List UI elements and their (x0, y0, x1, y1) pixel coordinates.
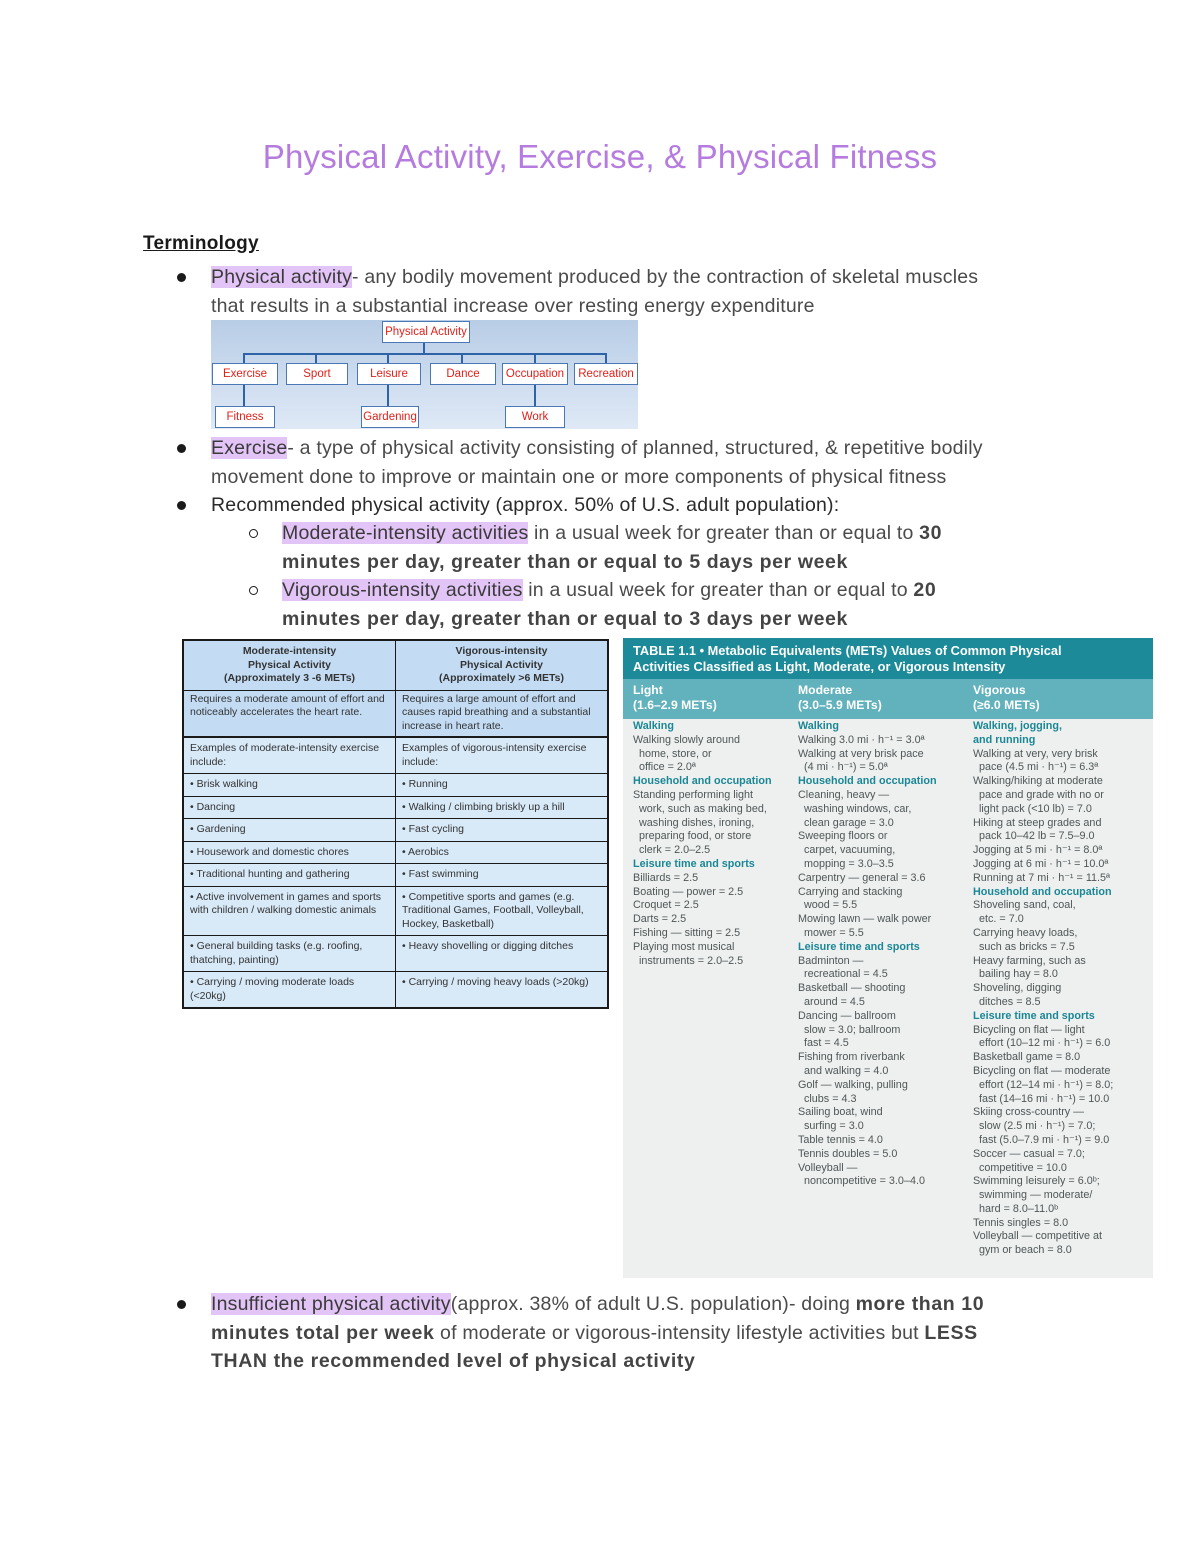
mets-column-headers (623, 679, 1153, 719)
diagram-node-work: Work (505, 406, 565, 428)
highlight-term: Insufficient physical activity (211, 1293, 451, 1315)
vigorous-intensity-recommendation: Vigorous-intensity activities in a usual week for greater than or equal to 20 minutes per day, greater than or equal to 3 days per week (282, 579, 937, 630)
mets-activity-item: Sweeping floors or (798, 830, 888, 843)
table-cell: • Active involvement in games and sports with children / walking domestic animals (183, 886, 396, 936)
section-heading-terminology: Terminology (143, 233, 259, 254)
mets-activity-item: Heavy farming, such as (973, 954, 1086, 967)
mets-category-label: Leisure time and sports (798, 940, 920, 953)
mets-activity-item: Playing most musical (633, 940, 735, 953)
mets-vigorous-column (973, 720, 1151, 1258)
recommended-activity: Recommended physical activity (approx. 50% of U.S. adult population): (211, 494, 840, 516)
mets-activity-item: clean garage = 3.0 (798, 816, 894, 829)
table-cell: • Housework and domestic chores (183, 841, 396, 864)
mets-activity-item: Boating — power = 2.5 (633, 885, 744, 898)
mets-activity-item: Swimming leisurely = 6.0ᵇ; (973, 1175, 1100, 1188)
table-cell: • Competitive sports and games (e.g. Traditional Games, Football, Volleyball, Hockey, Basketball) (396, 886, 609, 936)
mets-activity-item: Golf — walking, pulling (798, 1078, 908, 1091)
mets-activity-item: such as bricks = 7.5 (973, 940, 1075, 953)
mets-activity-item: home, store, or (633, 747, 712, 760)
mets-table-title: TABLE 1.1 • Metabolic Equivalents (METs) Values of Common Physical Activities Classified as Light, Moderate, or Vigorous Intensity (623, 638, 1153, 679)
table-row (183, 796, 608, 819)
mets-activity-item: competitive = 10.0 (973, 1161, 1067, 1174)
mets-activity-item: mower = 5.5 (798, 926, 864, 939)
table-cell: • Walking / climbing briskly up a hill (396, 796, 609, 819)
mets-activity-item: light pack (<10 lb) = 7.0 (973, 802, 1092, 815)
mets-activity-item: gym or beach = 8.0 (973, 1244, 1072, 1257)
mets-col-moderate: Moderate (3.0–5.9 METs) (798, 683, 882, 712)
mets-activity-item: Jogging at 6 mi · h⁻¹ = 10.0ª (973, 857, 1109, 870)
diagram-node-sport: Sport (286, 363, 348, 385)
table-cell: • Traditional hunting and gathering (183, 864, 396, 887)
table-cell: • General building tasks (e.g. roofing, thatching, painting) (183, 936, 396, 972)
mets-activity-item: Basketball game = 8.0 (973, 1051, 1081, 1064)
diagram-node-fitness: Fitness (215, 406, 275, 428)
mets-activity-item: around = 4.5 (798, 995, 865, 1008)
sub-bullet-icon (249, 529, 258, 538)
mets-activity-item: pace (4.5 mi · h⁻¹) = 6.3ª (973, 761, 1099, 774)
mets-activity-item: bailing hay = 8.0 (973, 968, 1058, 981)
mets-activity-item: (4 mi · h⁻¹) = 5.0ª (798, 761, 888, 774)
mets-activity-item: Shoveling, digging (973, 982, 1062, 995)
mets-activity-item: Fishing — sitting = 2.5 (633, 926, 741, 939)
table-cell: • Running (396, 774, 609, 797)
mets-activity-item: Walking 3.0 mi · h⁻¹ = 3.0ª (798, 733, 925, 746)
table-cell: • Aerobics (396, 841, 609, 864)
table-cell: • Dancing (183, 796, 396, 819)
mets-activity-item: Sailing boat, wind (798, 1106, 883, 1119)
table-cell: • Heavy shovelling or digging ditches (396, 936, 609, 972)
table-row (183, 936, 608, 972)
mets-activity-item: Walking slowly around (633, 733, 741, 746)
bullet-icon (177, 273, 186, 282)
mets-activity-item: Standing performing light (633, 788, 754, 801)
mets-activity-item: fast = 4.5 (798, 1037, 849, 1050)
mets-activity-item: Bicycling on flat — light (973, 1023, 1085, 1036)
table-cell: • Carrying / moving heavy loads (>20kg) (396, 972, 609, 1009)
intensity-comparison-table (182, 639, 609, 1009)
mets-activity-item: Tennis doubles = 5.0 (798, 1147, 898, 1160)
mets-category-label: Household and occupation (973, 885, 1112, 898)
mets-col-vigorous: Vigorous (≥6.0 METs) (973, 683, 1040, 712)
mets-activity-item: Walking/hiking at moderate (973, 775, 1103, 788)
diagram-node-recreation: Recreation (574, 363, 638, 385)
mets-activity-item: Skiing cross-country — (973, 1106, 1085, 1119)
mets-activity-item: Shoveling sand, coal, (973, 899, 1076, 912)
bullet-icon (177, 501, 186, 510)
mets-activity-item: Carpentry — general = 3.6 (798, 871, 926, 884)
mets-activity-item: Croquet = 2.5 (633, 899, 699, 912)
diagram-node-gardening: Gardening (361, 406, 419, 428)
mets-activity-item: Bicycling on flat — moderate (973, 1064, 1111, 1077)
mets-activity-item: Volleyball — (798, 1161, 858, 1174)
mets-activity-item: Hiking at steep grades and (973, 816, 1102, 829)
table-header-vigorous: Vigorous-intensity Physical Activity (Approximately >6 METs) (396, 640, 609, 690)
mets-activity-item: effort (12–14 mi · h⁻¹) = 8.0; (973, 1078, 1114, 1091)
bullet-icon (177, 1300, 186, 1309)
table-cell: • Fast cycling (396, 819, 609, 842)
diagram-node-root: Physical Activity (382, 321, 470, 343)
mets-activity-item: Walking at very brisk pace (798, 747, 924, 760)
table-cell: • Carrying / moving moderate loads (<20kg) (183, 972, 396, 1009)
mets-activity-item: Darts = 2.5 (633, 913, 687, 926)
table-row (183, 774, 608, 797)
mets-activity-item: Walking at very, very brisk (973, 747, 1098, 760)
physical-activity-hierarchy-diagram (211, 320, 638, 429)
moderate-intensity-recommendation: Moderate-intensity activities in a usual week for greater than or equal to 30 minutes per day, greater than or equal to 5 days per week (282, 522, 943, 573)
mets-activity-item: Fishing from riverbank (798, 1051, 905, 1064)
mets-activity-item: Badminton — (798, 954, 864, 967)
mets-activity-item: noncompetitive = 3.0–4.0 (798, 1175, 925, 1188)
mets-category-label: Household and occupation (633, 775, 772, 788)
diagram-node-leisure: Leisure (357, 363, 421, 385)
mets-activity-item: swimming — moderate/ (973, 1189, 1093, 1202)
mets-activity-item: Basketball — shooting (798, 982, 906, 995)
mets-activity-item: recreational = 4.5 (798, 968, 888, 981)
mets-activity-item: Mowing lawn — walk power (798, 913, 932, 926)
mets-category-label: Walking (798, 720, 839, 732)
page-title: Physical Activity, Exercise, & Physical Fitness (262, 138, 938, 175)
table-cell: • Brisk walking (183, 774, 396, 797)
table-row (183, 972, 608, 1009)
bullet-icon (177, 444, 186, 453)
mets-activity-item: fast (14–16 mi · h⁻¹) = 10.0 (973, 1092, 1110, 1105)
mets-activity-item: clubs = 4.3 (798, 1092, 857, 1105)
table-row (183, 886, 608, 936)
table-cell: Examples of vigorous-intensity exercise include: (396, 737, 609, 774)
mets-activity-item: carpet, vacuuming, (798, 844, 896, 857)
mets-category-label: Walking (633, 720, 674, 732)
mets-activity-item: Tennis singles = 8.0 (973, 1216, 1069, 1229)
table-cell: • Fast swimming (396, 864, 609, 887)
sub-bullet-icon (249, 586, 258, 595)
highlight-term: Physical activity (211, 266, 353, 288)
table-cell: • Gardening (183, 819, 396, 842)
insufficient-activity-definition: Insufficient physical activity(approx. 38% of adult U.S. population)- doing more than 10 minutes total per week of moderate or vigorous-intensity lifestyle activities but LESS THAN the recommended level of physical activity (211, 1293, 985, 1372)
mets-activity-item: instruments = 2.0–2.5 (633, 954, 744, 967)
mets-activity-item: slow (2.5 mi · h⁻¹) = 7.0; (973, 1120, 1096, 1133)
mets-category-label: and running (973, 733, 1036, 746)
mets-activity-item: work, such as making bed, (633, 802, 767, 815)
mets-activity-item: mopping = 3.0–3.5 (798, 857, 894, 870)
mets-category-label: Leisure time and sports (633, 857, 755, 870)
mets-activity-item: Jogging at 5 mi · h⁻¹ = 8.0ª (973, 844, 1103, 857)
mets-light-column (633, 720, 798, 968)
table-row (183, 819, 608, 842)
mets-activity-item: slow = 3.0; ballroom (798, 1023, 901, 1036)
mets-moderate-column (798, 720, 970, 1189)
mets-activity-item: and walking = 4.0 (798, 1064, 889, 1077)
mets-activity-item: etc. = 7.0 (973, 913, 1024, 926)
mets-category-label: Household and occupation (798, 775, 937, 788)
mets-activity-item: fast (5.0–7.9 mi · h⁻¹) = 9.0 (973, 1133, 1110, 1146)
mets-activity-item: Carrying and stacking (798, 885, 903, 898)
mets-activity-item: office = 2.0ª (633, 761, 696, 774)
exercise-definition: Exercise- a type of physical activity consisting of planned, structured, & repetitive bodily movement done to improve or maintain one or more components of physical fitness (211, 437, 983, 488)
table-row (183, 864, 608, 887)
mets-activity-item: pace and grade with no or (973, 788, 1104, 801)
table-cell: Requires a large amount of effort and causes rapid breathing and a substantial increase in heart rate. (396, 690, 609, 737)
mets-activity-item: Dancing — ballroom (798, 1009, 896, 1022)
diagram-node-dance: Dance (430, 363, 496, 385)
diagram-node-occupation: Occupation (502, 363, 568, 385)
table-row (183, 841, 608, 864)
mets-activity-item: Soccer — casual = 7.0; (973, 1147, 1085, 1160)
mets-activity-item: pack 10–42 lb = 7.5–9.0 (973, 830, 1095, 843)
table-cell: Requires a moderate amount of effort and noticeably accelerates the heart rate. (183, 690, 396, 737)
mets-activity-item: clerk = 2.0–2.5 (633, 844, 711, 857)
mets-activity-item: ditches = 8.5 (973, 995, 1041, 1008)
mets-table (623, 638, 1153, 1278)
mets-activity-item: Running at 7 mi · h⁻¹ = 11.5ª (973, 871, 1111, 884)
highlight-term: Vigorous-intensity activities (282, 579, 523, 601)
highlight-term: Moderate-intensity activities (282, 522, 529, 544)
mets-activity-item: Table tennis = 4.0 (798, 1133, 883, 1146)
table-header-moderate: Moderate-intensity Physical Activity (Approximately 3 -6 METs) (183, 640, 396, 690)
mets-activity-item: wood = 5.5 (798, 899, 858, 912)
mets-col-light: Light (1.6–2.9 METs) (633, 683, 717, 712)
mets-activity-item: preparing food, or store (633, 830, 752, 843)
physical-activity-definition: Physical activity- any bodily movement produced by the contraction of skeletal muscles that results in a substantial increase over resting energy expenditure (211, 266, 979, 317)
table-cell: Examples of moderate-intensity exercise include: (183, 737, 396, 774)
mets-category-label: Leisure time and sports (973, 1009, 1095, 1022)
diagram-node-exercise: Exercise (212, 363, 278, 385)
mets-activity-item: Cleaning, heavy — (798, 788, 890, 801)
mets-category-label: Walking, jogging, (973, 720, 1062, 732)
mets-activity-item: effort (10–12 mi · h⁻¹) = 6.0 (973, 1037, 1111, 1050)
mets-activity-item: Carrying heavy loads, (973, 926, 1078, 939)
highlight-term: Exercise (211, 437, 288, 459)
mets-activity-item: hard = 8.0–11.0ᵇ (973, 1202, 1059, 1215)
mets-activity-item: washing dishes, ironing, (633, 816, 755, 829)
mets-activity-item: Volleyball — competitive at (973, 1230, 1103, 1243)
mets-activity-item: Billiards = 2.5 (633, 871, 699, 884)
mets-activity-item: surfing = 3.0 (798, 1120, 864, 1133)
mets-activity-item: washing windows, car, (798, 802, 912, 815)
